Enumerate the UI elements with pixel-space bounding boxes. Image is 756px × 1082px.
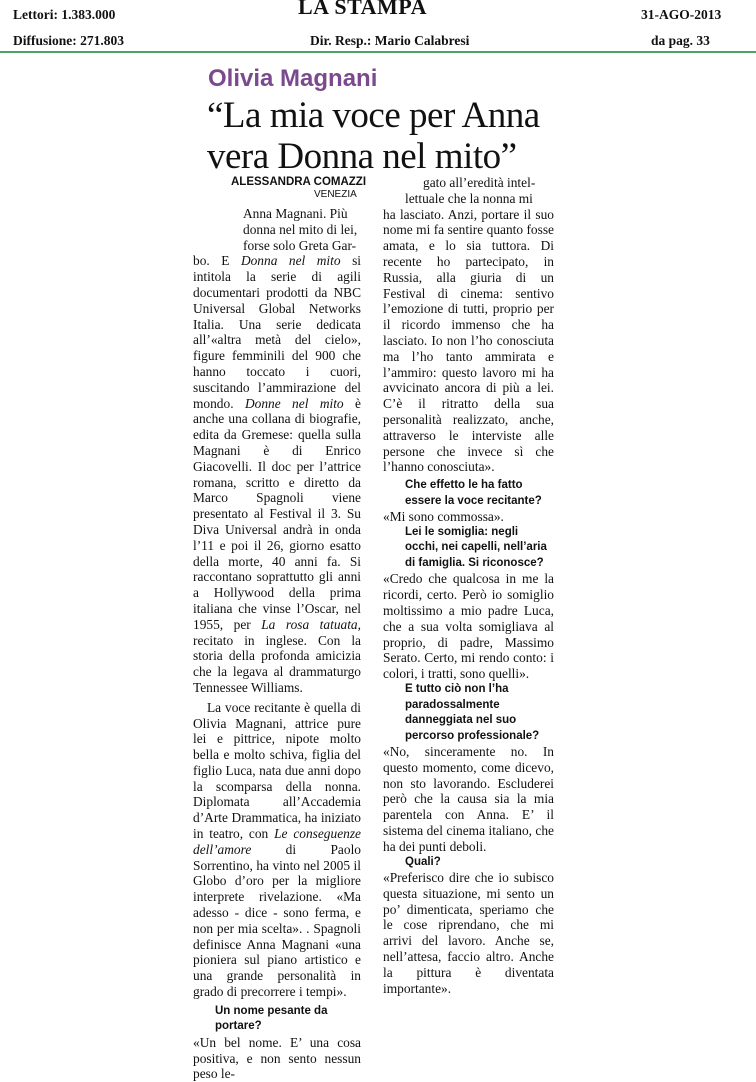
interview-answer: «Credo che qualcosa in me la ricordi, certo. Però io somiglio moltissimo a mio padre Luca, che a sua volta somigliava al proprio, di padre, Massimo Serato. Certo, mi rendo conto: i colori, i tratti, sono quelli». bbox=[383, 571, 554, 682]
body-paragraph: ha lasciato. Anzi, portare il suo nome mi fa sentire quanto fosse amata, e lo sia tuttora. Di recente ho partecipato, in Russia, alla giuria di un Festival di cinema: sentivo l’emozione di tutti, proprio per il ricordo immenso che ha lasciato. Io non l’ho conosciuta ma l’ho tanto ammirata e l’ammiro: questo lavoro mi ha avvicinato ancora di più a lei. C’è il ritratto della sua personalità realizzato, anche, attraverso le interviste alle persone che invece sì che l’hanno conosciuta». bbox=[383, 206, 554, 475]
newspaper-masthead: LA STAMPA bbox=[298, 0, 427, 19]
wrap-line: lettuale che la nonna mi bbox=[405, 190, 533, 206]
body-paragraph: La voce recitante è quella di Olivia Magnani, attrice pure lei e pittrice, nipote molto bella e molto schiva, figlia del figlio Luca, nata due anni dopo la scomparsa della nonna. Diplomata all’Accademia d’Arte Drammatica, ha iniziato in teatro, con Le conseguenze dell’amore di Paolo Sorrentino, ha vinto nel 2005 il Globo d’oro per la migliore interprete rivelazione. «Ma adesso - dice - sono ferma, e non per mia scelta». . Spagnoli definisce Anna Magnani «una pioniera sul piano artistico e una grande personalità in grado di precorrere i tempi». bbox=[193, 699, 361, 1000]
article-column-1 bbox=[193, 206, 361, 1082]
publication-date: 31-AGO-2013 bbox=[641, 7, 722, 22]
interview-answer: «No, sinceramente no. In questo momento, come dicevo, non sto lavorando. Escluderei però che la causa sia la mia parentela con Anna. E’ il sistema del cinema italiano, che ha dei punti deboli. bbox=[383, 744, 554, 854]
dateline-location: VENEZIA bbox=[314, 189, 357, 200]
wrap-line: gato all’eredità intel- bbox=[423, 175, 536, 190]
interview-question: Che effetto le ha fatto essere la voce recitante? bbox=[405, 479, 542, 507]
interview-question: Un nome pesante da portare? bbox=[215, 1004, 328, 1033]
dropcap-line: Anna Magnani. Più bbox=[243, 206, 348, 221]
dropcap-line: donna nel mito di lei, bbox=[243, 221, 358, 237]
circulation: Diffusione: 271.803 bbox=[13, 33, 124, 48]
interview-question: E tutto ciò non l’ha paradossalmente danneggiata nel suo percorso professionale? bbox=[405, 683, 540, 742]
author-byline: ALESSANDRA COMAZZI bbox=[231, 176, 367, 188]
readers-count: Lettori: 1.383.000 bbox=[13, 7, 116, 22]
article-kicker: Olivia Magnani bbox=[208, 65, 378, 92]
dropcap-line: forse solo Greta Gar- bbox=[243, 237, 357, 253]
interview-answer: «Un bel nome. E’ una cosa positiva, e non sento nessun peso le- bbox=[193, 1034, 361, 1082]
article-column-2 bbox=[383, 175, 554, 996]
editor-in-chief: Dir. Resp.: Mario Calabresi bbox=[310, 33, 470, 48]
body-paragraph: bo. E Donna nel mito si intitola la serie di agili documentari prodotti da NBC Universal Global Networks Italia. Una serie dedicata all’«altra metà del cielo», figure femminili del 900 che hanno toccato i cuori, suscitando l’ammirazione del mondo. Donne nel mito è anche una collana di biografie, edita da Gremese: quella sulla Magnani è di Enrico Giacovelli. Il doc per l’attrice romana, scritto e diretto da Marco Spagnoli viene presentato al Festival il 3. Su Diva Universal andrà in onda l’11 e poi il 26, giorno esatto della morte, 40 anni fa. Si raccontano soprattutto gli anni a Hollywood della prima italiana che vinse l’Oscar, nel 1955, per La rosa tatuata, recitato in inglese. Con la storia della profonda amicizia che la legava al drammaturgo Tennessee Williams. bbox=[193, 253, 361, 695]
interview-answer: «Preferisco dire che io subisco questa situazione, mi sento un po’ dimenticata, speriamo che le cose riprendano, che mi arrivi del lavoro. Anche se, nell’attesa, faccio altro. Anche la pittura è diventata importante». bbox=[383, 870, 554, 996]
article-title-line-1: “La mia voce per Anna bbox=[207, 95, 540, 136]
interview-question: Lei le somiglia: negli occhi, nei capelli, nell’aria di famiglia. Si riconosce? bbox=[405, 525, 547, 569]
interview-answer: «Mi sono commossa». bbox=[383, 509, 504, 525]
page-reference: da pag. 33 bbox=[651, 33, 710, 48]
article-title-line-2: vera Donna nel mito” bbox=[207, 136, 517, 177]
interview-question: Quali? bbox=[405, 855, 441, 868]
header-divider bbox=[0, 51, 756, 53]
